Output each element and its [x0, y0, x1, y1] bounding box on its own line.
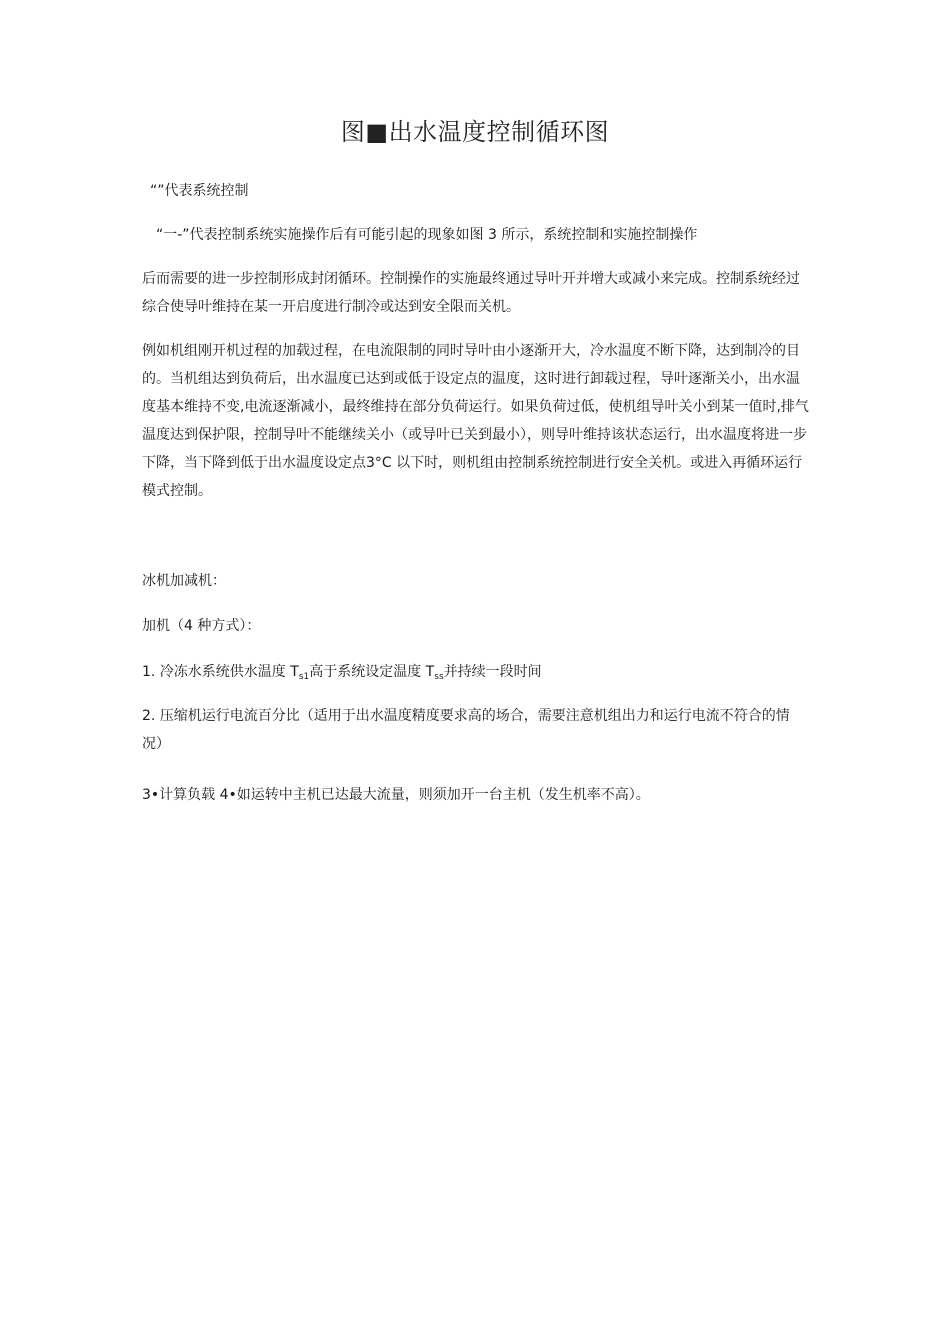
subscript-ss: ss — [434, 672, 444, 682]
list-item-load-and-flow: 3•计算负载 4•如运转中主机已达最大流量，则须加开一台主机（发生机率不高）。 — [142, 787, 650, 803]
subheading-add-chiller: 加机（4 种方式）： — [142, 618, 261, 634]
list-item-middle: 高于系统设定温度 T — [309, 664, 435, 680]
section-heading-chiller-staging: 冰机加减机： — [142, 573, 226, 589]
legend-line-system-control: “”代表系统控制 — [150, 183, 249, 199]
paragraph-closed-loop: 后而需要的进一步控制形成封闭循环。控制操作的实施最终通过导叶开并增大或减小来完成。控制系统经过综合使导叶维持在某一开启度进行制冷或达到安全限而关机。 — [142, 271, 800, 315]
legend-line-implementation: “一-”代表控制系统实施操作后有可能引起的现象如图 3 所示，系统控制和实施控制操作 — [156, 227, 698, 243]
list-item-compressor-current: 2. 压缩机运行电流百分比（适用于出水温度精度要求高的场合，需要注意机组出力和运行电流不符合的情况） — [142, 708, 790, 752]
figure-title: 图■出水温度控制循环图 — [340, 118, 610, 146]
list-item-suffix: 并持续一段时间 — [443, 664, 542, 680]
subscript-s1: s1 — [298, 672, 310, 682]
list-item-supply-temperature — [142, 658, 810, 686]
list-item-prefix: 1. 冷冻水系统供水温度 T — [142, 664, 299, 680]
paragraph-example-process: 例如机组刚开机过程的加载过程，在电流限制的同时导叶由小逐渐开大，冷水温度不断下降，达到制冷的目的。当机组达到负荷后，出水温度已达到或低于设定点的温度，这时进行卸载过程，导叶逐渐关小，出水温度基本维持不变,电流逐渐减小，最终维持在部分负荷运行。如果负荷过低，使机组导叶关小到某一值时,排气温度达到保护限，控制导叶不能继续关小（或导叶已关到最小），则导叶维持该状态运行，出水温度将进一步下降，当下降到低于出水温度设定点3°C 以下时，则机组由控制系统控制进行安全关机。或进入再循环运行模式控制。 — [142, 343, 809, 499]
